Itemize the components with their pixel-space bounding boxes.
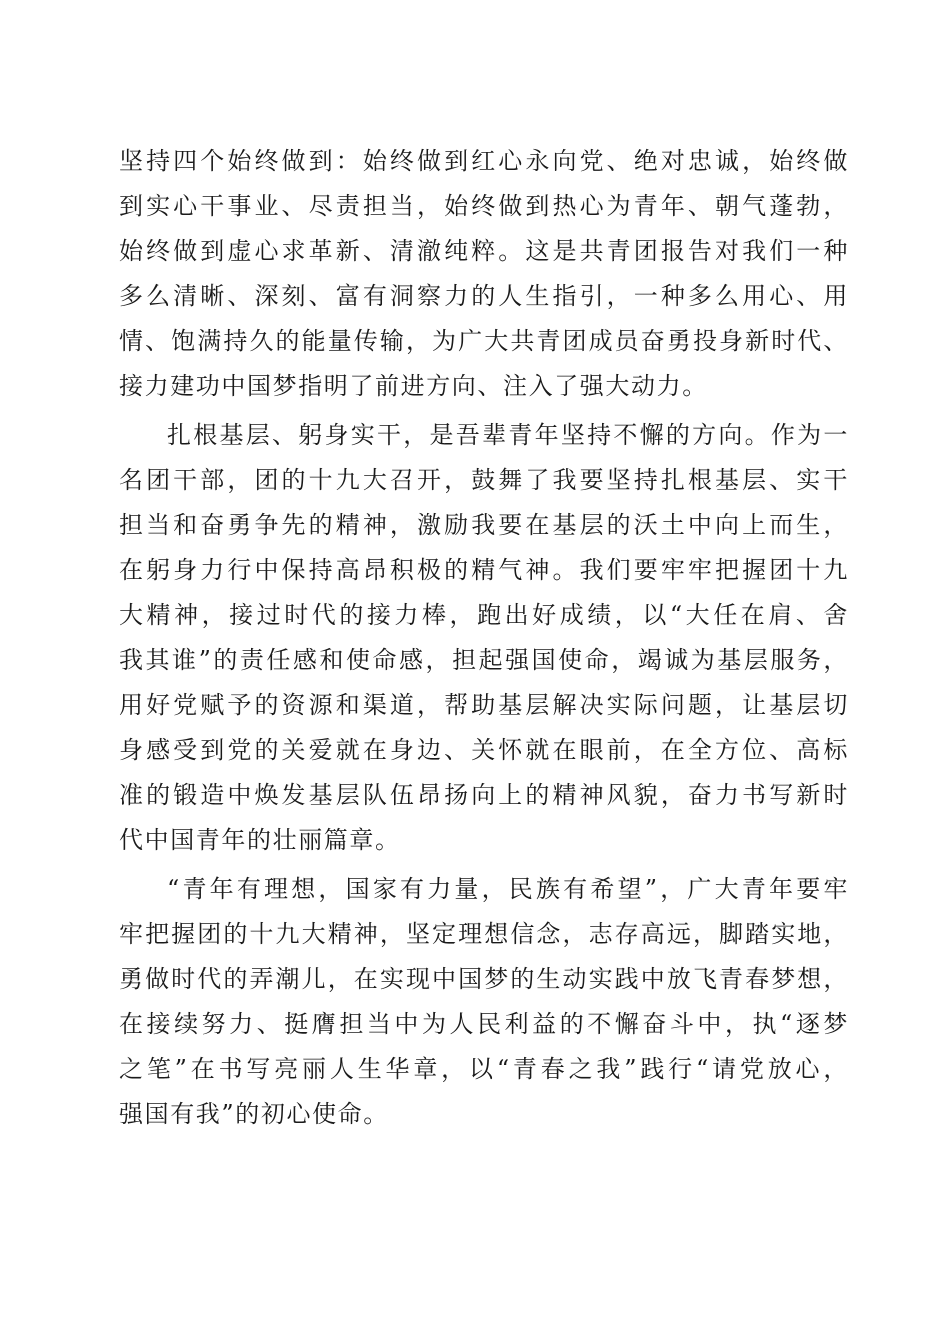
- paragraph-3: [119, 867, 849, 1137]
- text-line: 情、饱满持久的能量传输，为广大共青团成员奋勇投身新时代、: [119, 327, 849, 355]
- text-line: 准的锻造中焕发基层队伍昂扬向上的精神风貌，奋力书写新时: [119, 781, 849, 809]
- text-line: 强国有我”的初心使命。: [119, 1100, 389, 1128]
- text-line: “青年有理想，国家有力量，民族有希望”，广大青年要牢: [167, 875, 849, 903]
- text-line: 之笔”在书写亮丽人生华章，以“青春之我”践行“请党放心，: [119, 1055, 849, 1083]
- text-line: 我其谁”的责任感和使命感，担起强国使命，竭诚为基层服务，: [119, 646, 849, 674]
- text-line: 身感受到党的关爱就在身边、关怀就在眼前，在全方位、高标: [119, 736, 849, 764]
- text-line: 担当和奋勇争先的精神，激励我要在基层的沃土中向上而生，: [119, 511, 849, 539]
- text-line: 大精神，接过时代的接力棒，跑出好成绩，以“大任在肩、舍: [119, 601, 849, 629]
- text-line: 用好党赋予的资源和渠道，帮助基层解决实际问题，让基层切: [119, 691, 849, 719]
- text-line: 坚持四个始终做到：始终做到红心永向党、绝对忠诚，始终做: [119, 147, 849, 175]
- text-line: 多么清晰、深刻、富有洞察力的人生指引，一种多么用心、用: [119, 282, 849, 310]
- text-line: 名团干部，团的十九大召开，鼓舞了我要坚持扎根基层、实干: [119, 466, 849, 494]
- text-line: 代中国青年的壮丽篇章。: [119, 826, 401, 854]
- text-line: 在接续努力、挺膺担当中为人民利益的不懈奋斗中，执“逐梦: [119, 1010, 849, 1038]
- text-line: 接力建功中国梦指明了前进方向、注入了强大动力。: [119, 372, 708, 400]
- text-line: 在躬身力行中保持高昂积极的精气神。我们要牢牢把握团十九: [119, 556, 849, 584]
- text-line: 到实心干事业、尽责担当，始终做到热心为青年、朝气蓬勃，: [119, 192, 849, 220]
- paragraph-2: [119, 413, 849, 863]
- text-line: 勇做时代的弄潮儿，在实现中国梦的生动实践中放飞青春梦想，: [119, 965, 849, 993]
- document-body: [119, 139, 849, 1137]
- text-line: 始终做到虚心求革新、清澈纯粹。这是共青团报告对我们一种: [119, 237, 849, 265]
- text-line: 牢把握团的十九大精神，坚定理想信念，志存高远，脚踏实地，: [119, 920, 849, 948]
- text-line: 扎根基层、躬身实干，是吾辈青年坚持不懈的方向。作为一: [167, 421, 849, 449]
- paragraph-1: [119, 139, 849, 409]
